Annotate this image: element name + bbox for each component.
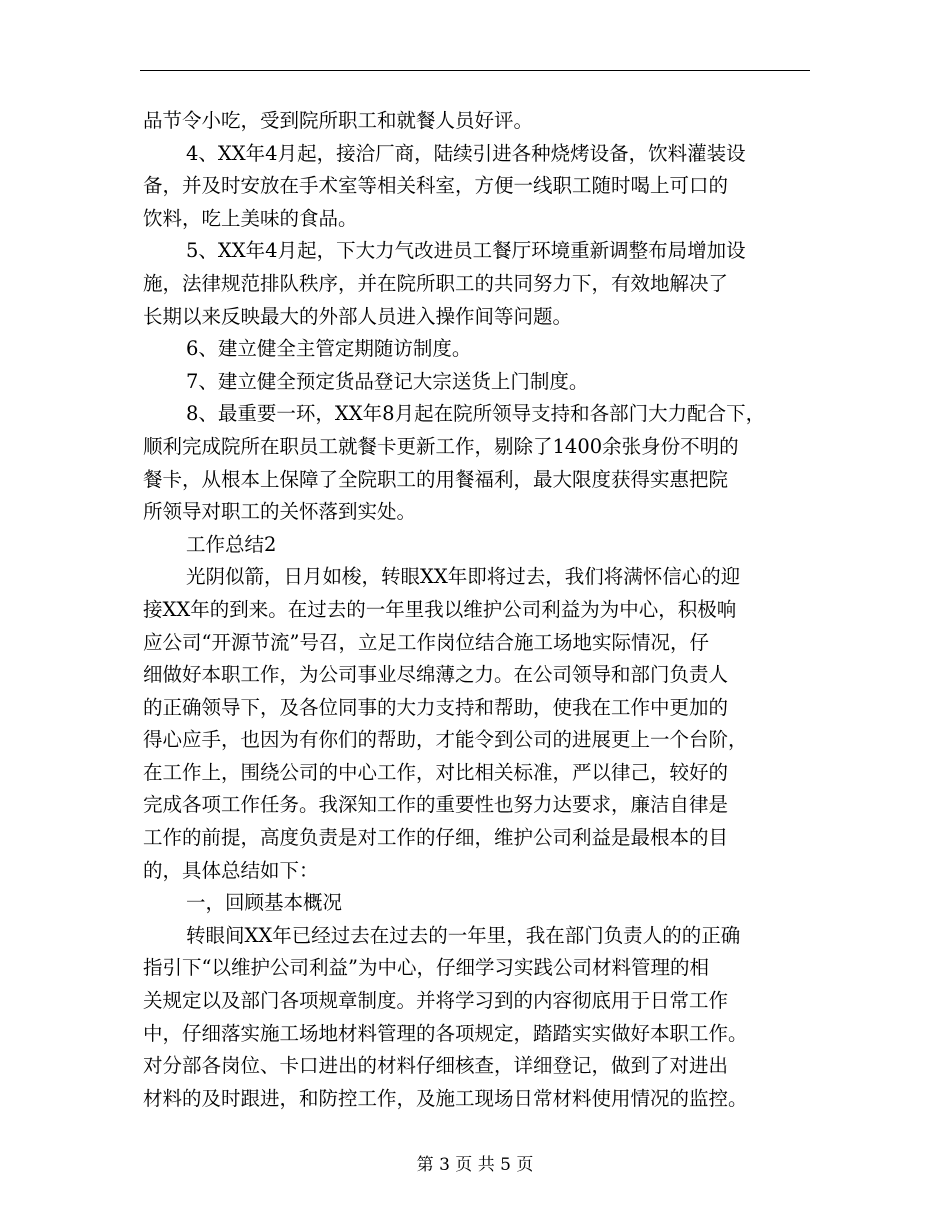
section-heading: 工作总结2 xyxy=(186,532,277,556)
text-line: 顺利完成院所在职员工就餐卡更新工作，剔除了1400余张身份不明的 xyxy=(143,434,739,458)
text-line: 所领导对职工的关怀落到实处。 xyxy=(143,500,417,524)
text-line: 得心应手，也因为有你们的帮助，才能令到公司的进展更上一个台阶， xyxy=(143,728,748,752)
text-line: 关规定以及部门各项规章制度。并将学习到的内容彻底用于日常工作 xyxy=(143,989,729,1013)
text-line: 4、XX年4月起，接洽厂商，陆续引进各种烧烤设备，饮料灌装设 xyxy=(186,141,746,165)
text-line: 8、最重要一环，XX年8月起在院所领导支持和各部门大力配合下， xyxy=(186,402,766,426)
text-line: 中，仔细落实施工场地材料管理的各项规定，踏踏实实做好本职工作。 xyxy=(143,1021,748,1045)
text-line: 在工作上，围绕公司的中心工作，对比相关标准，严以律己，较好的 xyxy=(143,760,729,784)
text-line: 餐卡，从根本上保障了全院职工的用餐福利，最大限度获得实惠把院 xyxy=(143,467,729,491)
text-line: 指引下“以维护公司利益”为中心，仔细学习实践公司材料管理的相 xyxy=(143,956,709,980)
text-line: 光阴似箭，日月如梭，转眼XX年即将过去，我们将满怀信心的迎 xyxy=(186,565,741,589)
text-line: 转眼间XX年已经过去在过去的一年里，我在部门负责人的的正确 xyxy=(186,923,741,947)
subsection-heading: 一，回顾基本概况 xyxy=(186,891,343,915)
text-line: 材料的及时跟进，和防控工作，及施工现场日常材料使用情况的监控。 xyxy=(143,1086,748,1110)
text-line: 备，并及时安放在手术室等相关科室，方便一线职工随时喝上可口的 xyxy=(143,174,729,198)
text-line: 饮料，吃上美味的食品。 xyxy=(143,206,358,230)
text-line: 品节令小吃，受到院所职工和就餐人员好评。 xyxy=(143,109,534,132)
text-line: 细做好本职工作，为公司事业尽绵薄之力。在公司领导和部门负责人 xyxy=(143,663,729,687)
text-line: 接XX年的到来。在过去的一年里我以维护公司利益为为中心，积极响 xyxy=(143,597,737,621)
header-rule xyxy=(140,70,810,71)
text-line: 的，具体总结如下： xyxy=(143,858,319,882)
text-line: 5、XX年4月起，下大力气改进员工餐厅环境重新调整布局增加设 xyxy=(186,239,746,263)
document-body xyxy=(143,105,815,1115)
text-line: 长期以来反映最大的外部人员进入操作间等问题。 xyxy=(143,304,573,328)
text-line: 应公司“开源节流”号召，立足工作岗位结合施工场地实际情况，仔 xyxy=(143,630,709,654)
text-line: 完成各项工作任务。我深知工作的重要性也努力达要求，廉洁自律是 xyxy=(143,793,729,817)
page-number: 第 3 页 共 5 页 xyxy=(416,1155,534,1175)
text-line: 对分部各岗位、卡口进出的材料仔细核查，详细登记，做到了对进出 xyxy=(143,1054,729,1078)
text-line: 工作的前提，高度负责是对工作的仔细，维护公司利益是最根本的目 xyxy=(143,826,729,850)
text-line: 7、建立健全预定货品登记大宗送货上门制度。 xyxy=(186,369,589,393)
text-line: 施，法律规范排队秩序，并在院所职工的共同努力下，有效地解决了 xyxy=(143,271,729,295)
text-line: 6、建立健全主管定期随访制度。 xyxy=(186,337,472,361)
text-line: 的正确领导下，及各位同事的大力支持和帮助，使我在工作中更加的 xyxy=(143,695,729,719)
